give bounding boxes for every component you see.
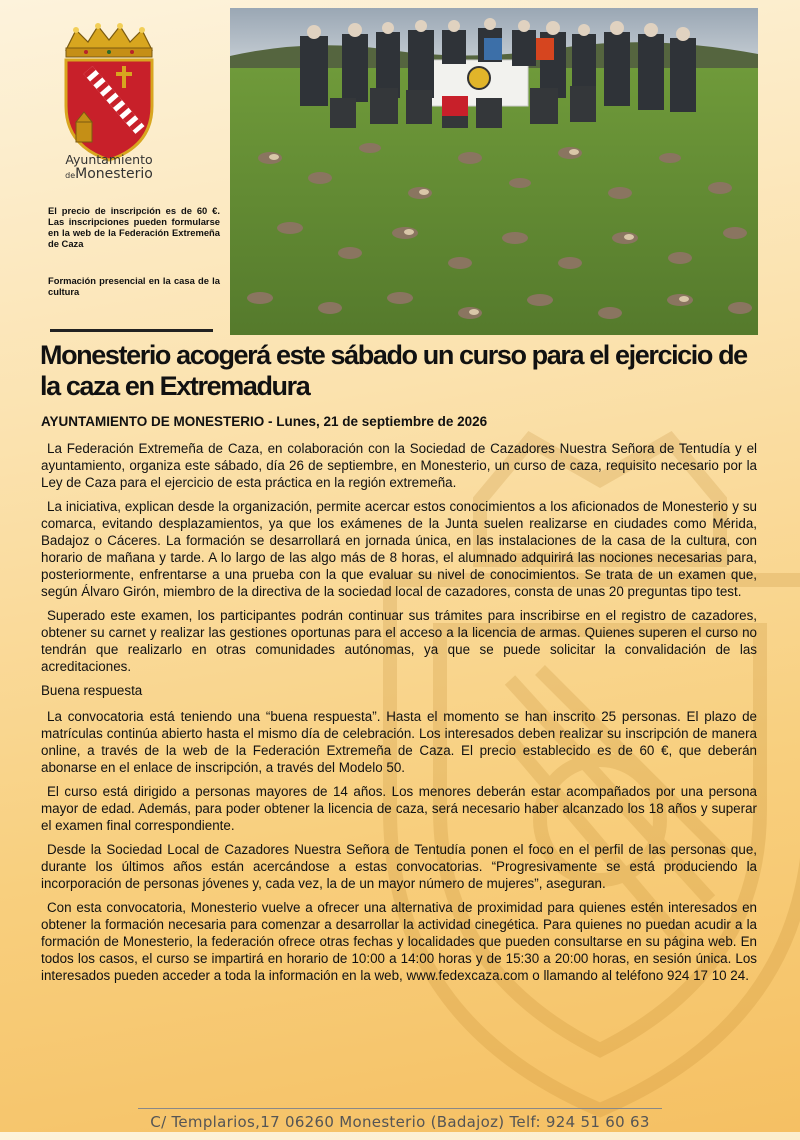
footer-divider [138,1108,662,1109]
hunters-group-photo [230,8,758,335]
logo-line-2: deMonesterio [65,166,153,182]
footer-address: C/ Templarios,17 06260 Monesterio (Badajoz) Telf: 924 51 60 63 [150,1113,650,1131]
article-paragraph: Desde la Sociedad Local de Cazadores Nuestra Señora de Tentudía ponen el foco en el perfil de las personas que, durante los últimos años están acercándose a estas convocatorias. “Progresivamente se está produciendo la incorporación de personas jóvenes y, cada vez, la de un mayor número de mujeres”, aseguran. [41,842,757,891]
logo-wordmark [44,152,174,183]
article-paragraph: Superado este examen, los participantes podrán continuar sus trámites para inscribirse en el registro de cazadores, obtener su carnet y realizar las gestiones oportunas para el acceso a la licencia de armas. Quienes superen el curso no tendrán que realizarlo en otras comunidades autónomas, ya que se puede solicitar la convalidación de las acreditaciones. [41,608,757,674]
article-paragraph: Con esta convocatoria, Monesterio vuelve a ofrecer una alternativa de proximidad para quienes estén interesados en obtener la formación necesaria para comenzar a desarrollar la actividad cinegética. Para quienes no puedan acudir a la formación de Monesterio, la federación ofrece otras fechas y localidades que pueden consultarse en su página web. En todos los casos, el curso se impartirá en horario de 10:00 a 14:00 horas y de 15:30 a 20:00 horas, en sesión única. Los interesados pueden acceder a toda la información en la web, www.fedexcaza.com o llamando al teléfono 924 17 10 24. [41,900,757,983]
logo-line-1: Ayuntamiento [65,152,153,167]
article-paragraph: El curso está dirigido a personas mayores de 14 años. Los menores deberán estar acompañados por una persona mayor de edad. Además, para poder obtener la licencia de caza, será necesario haber alcanzado los 18 años y superar el examen final correspondiente. [41,784,757,833]
article-paragraph: La Federación Extremeña de Caza, en colaboración con la Sociedad de Cazadores Nuestra Señora de Tentudía y el ayuntamiento, organiza este sábado, día 26 de septiembre, en Monesterio, un curso de caza, requisito necesario por la Ley de Caza para el ejercicio de esta práctica en la región extremeña. [41,441,757,490]
article-title: Monesterio acogerá este sábado un curso para el ejercicio de la caza en Extremadura [40,340,747,401]
article-paragraph: La iniciativa, explican desde la organización, permite acercar estos conocimientos a los aficionados de Monesterio y su comarca, evitando desplazamientos, ya que los exámenes de la Junta suelen realizarse en ciudades como Mérida, Badajoz o Cáceres. La formación se desarrollará en jornada única, en las instalaciones de la casa de la cultura, con horario de mañana y tarde. A lo largo de las algo más de 8 horas, el alumnado adquirirá las nociones necesarias para, posteriormente, enfrentarse a una prueba con la que evaluar su nivel de conocimientos. Se trata de un examen que, según Álvaro Girón, miembro de la directiva de la sociedad local de cazadores, consta de unas 20 preguntas tipo test. [41,499,757,599]
article-paragraph: La convocatoria está teniendo una “buena respuesta”. Hasta el momento se han inscrito 25 personas. El plazo de matrículas continúa abierto hasta el mismo día de celebración. Los interesados deben realizar su inscripción de manera online, a través de la web de la Federación Extremeña de Caza. El precio establecido es de 60 €, que deberán abonarse en el enlace de inscripción, a través del Modelo 50. [41,709,757,775]
sidebar-divider [50,329,213,332]
coat-of-arms-logo [54,22,164,162]
sidebar-note-location: Formación presencial en la casa de la cultura [48,275,220,297]
article-subheading: Buena respuesta [41,683,143,698]
crown-icon [66,23,152,57]
sidebar-note-price: El precio de inscripción es de 60 €. Las inscripciones pueden formularse en la web de la Federación Extremeña de Caza [48,205,220,249]
article-body [41,440,757,991]
article-byline: AYUNTAMIENTO DE MONESTERIO - Lunes, 21 de septiembre de 2026 [41,414,488,429]
shield-icon [66,60,152,160]
